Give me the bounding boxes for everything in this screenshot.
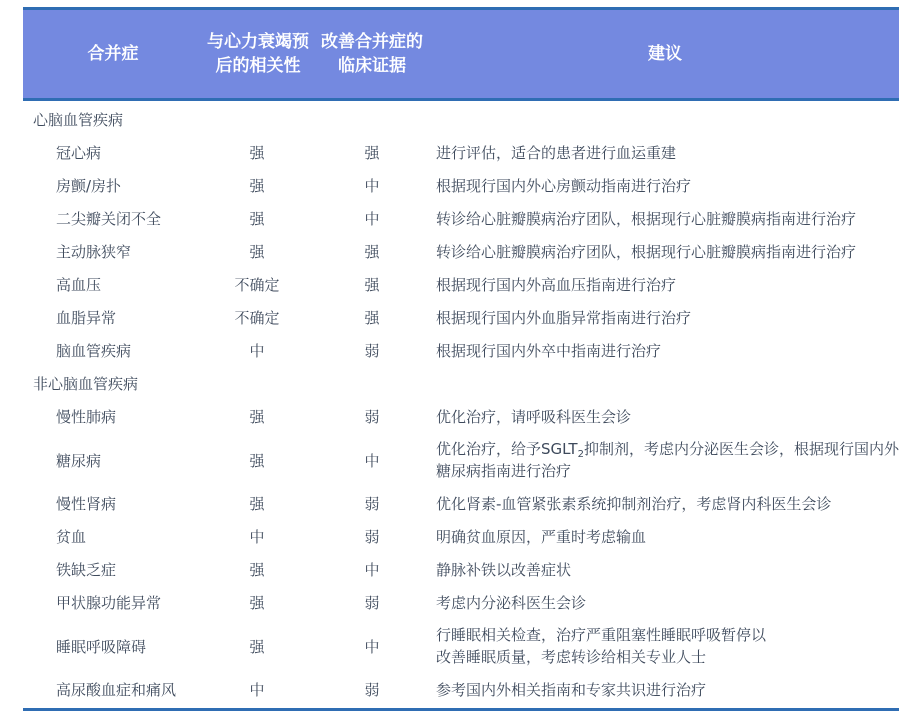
prognosis-cell: 强 <box>249 210 265 228</box>
advice-line: 行睡眠相关检查，治疗严重阻塞性睡眠呼吸暂停以 <box>436 626 767 644</box>
advice-cell: 转诊给心脏瓣膜病治疗团队，根据现行心脏瓣膜病指南进行治疗 <box>436 242 857 261</box>
condition-cell: 慢性肺病 <box>56 408 117 426</box>
table-row <box>23 301 899 334</box>
condition-cell: 房颤/房扑 <box>56 177 122 195</box>
advice-text: 优化治疗，给予SGLT <box>436 440 578 458</box>
evidence-cell: 中 <box>364 637 380 656</box>
advice-cell: 明确贫血原因，严重时考虑输血 <box>436 527 647 546</box>
condition-cell: 铁缺乏症 <box>56 561 117 579</box>
condition-cell: 贫血 <box>56 528 87 546</box>
evidence-cell: 中 <box>364 561 380 579</box>
advice-cell: 进行评估，适合的患者进行血运重建 <box>436 143 677 162</box>
table-row <box>23 619 899 673</box>
condition-cell: 脑血管疾病 <box>56 342 132 360</box>
advice-cell: 转诊给心脏瓣膜病治疗团队，根据现行心脏瓣膜病指南进行治疗 <box>436 209 857 228</box>
advice-cell: 静脉补铁以改善症状 <box>436 560 572 579</box>
condition-cell: 慢性肾病 <box>56 495 117 513</box>
evidence-cell: 强 <box>364 276 380 294</box>
table-body <box>23 101 899 706</box>
evidence-cell: 弱 <box>364 681 380 699</box>
header-prognosis-correlation: 与心力衰竭预后的相关性 <box>207 32 309 76</box>
advice-cell: 优化治疗，请呼吸科医生会诊 <box>436 407 632 426</box>
table-row <box>23 169 899 202</box>
advice-cell: 考虑内分泌科医生会诊 <box>436 593 587 612</box>
evidence-cell: 中 <box>364 177 380 195</box>
group-heading-non-cardiovascular: 非心脑血管疾病 <box>33 375 139 393</box>
table-row <box>23 487 899 520</box>
condition-cell: 主动脉狭窄 <box>56 243 132 261</box>
table-row <box>23 235 899 268</box>
prognosis-cell: 强 <box>249 637 265 656</box>
condition-cell: 高血压 <box>56 276 102 294</box>
header-clinical-evidence: 改善合并症的临床证据 <box>321 32 423 76</box>
evidence-cell: 中 <box>364 210 380 228</box>
evidence-cell: 强 <box>364 243 380 261</box>
prognosis-cell: 不确定 <box>234 309 280 327</box>
comorbidity-table <box>23 7 899 711</box>
prognosis-cell: 强 <box>249 495 265 513</box>
prognosis-cell: 强 <box>249 144 265 162</box>
evidence-cell: 弱 <box>364 594 380 612</box>
advice-cell: 参考国内外相关指南和专家共识进行治疗 <box>436 680 707 699</box>
advice-cell: 根据现行国内外卒中指南进行治疗 <box>436 341 662 360</box>
advice-cell <box>431 438 899 482</box>
table-row <box>23 520 899 553</box>
prognosis-cell: 中 <box>249 528 265 546</box>
evidence-cell: 强 <box>364 144 380 162</box>
evidence-cell: 中 <box>364 451 380 470</box>
condition-cell: 血脂异常 <box>56 309 117 327</box>
evidence-cell: 强 <box>364 309 380 327</box>
table-row <box>23 202 899 235</box>
advice-text: 抑制剂，考虑内分泌医生会诊，根据现行国内外糖尿病指南进行治疗 <box>436 440 899 480</box>
prognosis-cell: 强 <box>249 177 265 195</box>
evidence-cell: 弱 <box>364 528 380 546</box>
advice-cell: 优化肾素-血管紧张素系统抑制剂治疗，考虑肾内科医生会诊 <box>436 494 832 513</box>
prognosis-cell: 强 <box>249 561 265 579</box>
condition-cell: 睡眠呼吸障碍 <box>56 637 147 656</box>
advice-cell: 根据现行国内外心房颤动指南进行治疗 <box>436 176 692 195</box>
advice-cell: 根据现行国内外血脂异常指南进行治疗 <box>436 308 692 327</box>
header-comorbidity: 合并症 <box>87 44 139 64</box>
advice-cell: 根据现行国内外高血压指南进行治疗 <box>436 275 677 294</box>
prognosis-cell: 中 <box>249 342 265 360</box>
table-row <box>23 334 899 367</box>
condition-cell: 甲状腺功能异常 <box>56 594 162 612</box>
condition-cell: 高尿酸血症和痛风 <box>56 681 177 699</box>
subscript-2: 2 <box>577 449 584 460</box>
evidence-cell: 弱 <box>364 495 380 513</box>
prognosis-cell: 中 <box>249 681 265 699</box>
prognosis-cell: 强 <box>249 451 265 470</box>
table-row <box>23 400 899 433</box>
table-row <box>23 553 899 586</box>
table-row <box>23 268 899 301</box>
table-header <box>23 7 899 101</box>
table-row <box>23 136 899 169</box>
prognosis-cell: 强 <box>249 594 265 612</box>
table-row <box>23 586 899 619</box>
prognosis-cell: 强 <box>249 243 265 261</box>
table-row <box>23 673 899 706</box>
prognosis-cell: 强 <box>249 408 265 426</box>
condition-cell: 糖尿病 <box>56 451 102 470</box>
prognosis-cell: 不确定 <box>234 276 280 294</box>
advice-line: 改善睡眠质量，考虑转诊给相关专业人士 <box>436 648 707 666</box>
header-advice: 建议 <box>648 44 682 64</box>
group-heading-cardiovascular: 心脑血管疾病 <box>33 111 124 129</box>
condition-cell: 二尖瓣关闭不全 <box>56 210 162 228</box>
condition-cell: 冠心病 <box>56 144 102 162</box>
advice-cell <box>431 624 899 668</box>
evidence-cell: 弱 <box>364 408 380 426</box>
evidence-cell: 弱 <box>364 342 380 360</box>
table-row <box>23 433 899 487</box>
